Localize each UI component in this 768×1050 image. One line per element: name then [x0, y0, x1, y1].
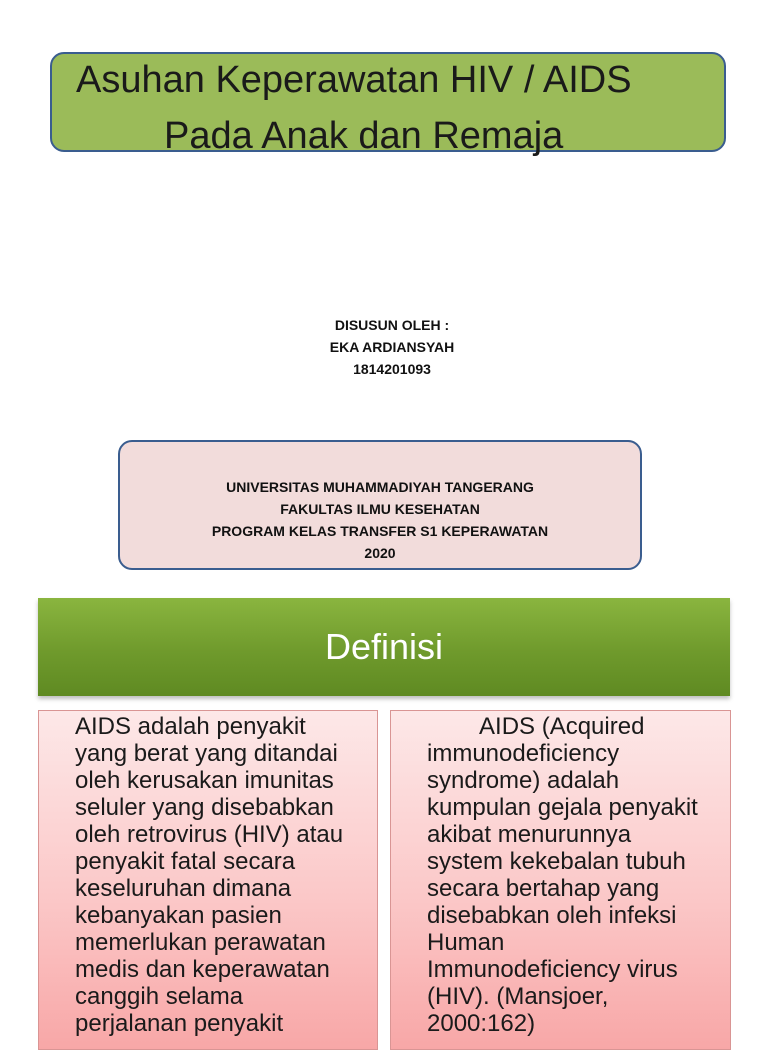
right-line: system kekebalan tubuh — [427, 848, 686, 875]
left-line: penyakit fatal secara — [75, 848, 296, 875]
author-id: 1814201093 — [353, 361, 431, 377]
title-line-1: Asuhan Keperawatan HIV / AIDS — [76, 59, 632, 101]
left-line: canggih selama — [75, 983, 244, 1010]
institution-box — [118, 440, 642, 570]
left-line: seluler yang disebabkan — [75, 794, 334, 821]
title-line-2: Pada Anak dan Remaja — [164, 115, 564, 157]
left-line: kebanyakan pasien — [75, 902, 282, 929]
left-line: medis dan keperawatan — [75, 956, 330, 983]
left-line: yang berat yang ditandai — [75, 740, 338, 767]
right-line: syndrome) adalah — [427, 767, 620, 794]
title-box — [50, 52, 726, 157]
left-line: perjalanan penyakit — [75, 1010, 284, 1037]
definisi-left-column — [38, 710, 378, 1050]
definisi-heading: Definisi — [38, 598, 730, 696]
right-line: Immunodeficiency virus — [427, 956, 678, 983]
right-line: Human — [427, 929, 505, 956]
right-line: immunodeficiency — [427, 740, 620, 767]
author-block — [0, 314, 768, 380]
right-line: akibat menurunnya — [427, 821, 632, 848]
right-line: disebabkan oleh infeksi — [427, 902, 677, 929]
right-line: AIDS (Acquired — [427, 713, 645, 740]
left-line: keseluruhan dimana — [75, 875, 292, 902]
left-line: memerlukan perawatan — [75, 929, 326, 956]
right-line: kumpulan gejala penyakit — [427, 794, 698, 821]
institution-year: 2020 — [364, 545, 396, 561]
author-name: EKA ARDIANSYAH — [329, 339, 455, 355]
left-line: AIDS adalah penyakit — [75, 713, 306, 740]
left-line: oleh retrovirus (HIV) atau — [75, 821, 344, 848]
author-label: DISUSUN OLEH : — [334, 317, 450, 333]
right-line: (HIV). (Mansjoer, — [427, 983, 609, 1010]
right-line: secara bertahap yang — [427, 875, 660, 902]
institution-university: UNIVERSITAS MUHAMMADIYAH TANGERANG — [226, 479, 534, 495]
left-line: oleh kerusakan imunitas — [75, 767, 334, 794]
institution-faculty: FAKULTAS ILMU KESEHATAN — [280, 501, 480, 517]
right-line: 2000:162) — [427, 1010, 536, 1037]
institution-program: PROGRAM KELAS TRANSFER S1 KEPERAWATAN — [211, 523, 549, 539]
definisi-right-column — [390, 710, 731, 1050]
